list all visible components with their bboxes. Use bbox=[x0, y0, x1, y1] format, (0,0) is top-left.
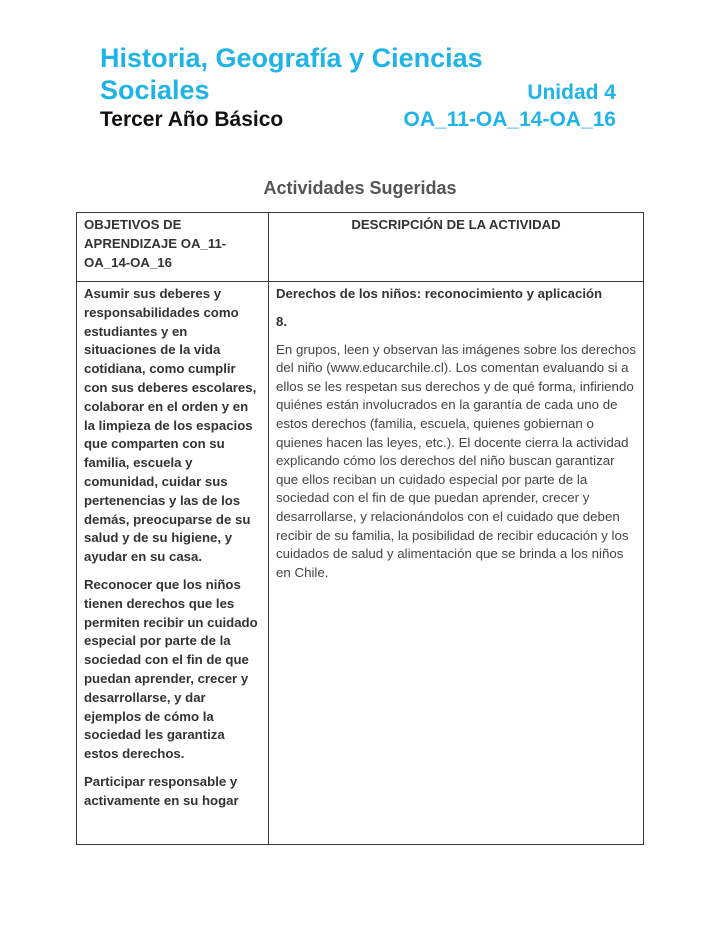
objective-item: Participar responsable y activamente en su hogar bbox=[84, 773, 239, 808]
subject-title-line1: Historia, Geografía y Ciencias bbox=[100, 43, 483, 73]
objective-item: Asumir sus deberes y responsabilidades como estudiantes y en situaciones de la vida cotidiana, como cumplir con sus deberes escolares, colaborar en el orden y en la limpieza de los espacios que comparten con su familia, escuela y comunidad, cuidar sus pertenencias y las de los demás, preocuparse de su salud y de su higiene, y ayudar en su casa. bbox=[84, 286, 257, 565]
oa-codes-label: OA_11-OA_14-OA_16 bbox=[403, 108, 616, 131]
description-cell bbox=[269, 282, 644, 845]
unit-label: Unidad 4 bbox=[527, 81, 616, 104]
section-title: Actividades Sugeridas bbox=[263, 178, 457, 198]
description-column-header: DESCRIPCIÓN DE LA ACTIVIDAD bbox=[269, 213, 644, 282]
table-row bbox=[77, 282, 644, 845]
objectives-column-header: OBJETIVOS DE APRENDIZAJE OA_11-OA_14-OA_16 bbox=[77, 213, 269, 282]
activity-number: 8. bbox=[276, 313, 287, 329]
activities-table bbox=[76, 212, 644, 845]
grade-label: Tercer Año Básico bbox=[100, 108, 284, 131]
activity-body: En grupos, leen y observan las imágenes sobre los derechos del niño (www.educarchile.cl). Los comentan evaluando si a ellos se les respetan sus derechos y de qué forma, infiriendo quiénes están involucrados en la garantía de cada uno de estos derechos (familia, escuela, quienes gobiernan o quienes hacen las leyes, etc.). El docente cierra la actividad explicando cómo los derechos del niño buscan garantizar que ellos reciban un cuidado especial por parte de la sociedad con el fin de que puedan aprender, crecer y desarrollarse, y relacionándolos con el cuidado que deben recibir de su familia, la posibilidad de recibir educación y los cuidados de salud y alimentación que se brinda a los niños en Chile. bbox=[276, 341, 636, 580]
subject-title-line2: Sociales bbox=[100, 75, 210, 105]
activity-title: Derechos de los niños: reconocimiento y aplicación bbox=[276, 286, 603, 301]
table-header-row bbox=[77, 213, 644, 282]
objective-item: Reconocer que los niños tienen derechos que les permiten recibir un cuidado especial por parte de la sociedad con el fin de que puedan aprender, crecer y desarrollarse, y dar ejemplos de cómo la sociedad les garantiza estos derechos. bbox=[84, 576, 258, 762]
objectives-cell bbox=[77, 282, 269, 845]
